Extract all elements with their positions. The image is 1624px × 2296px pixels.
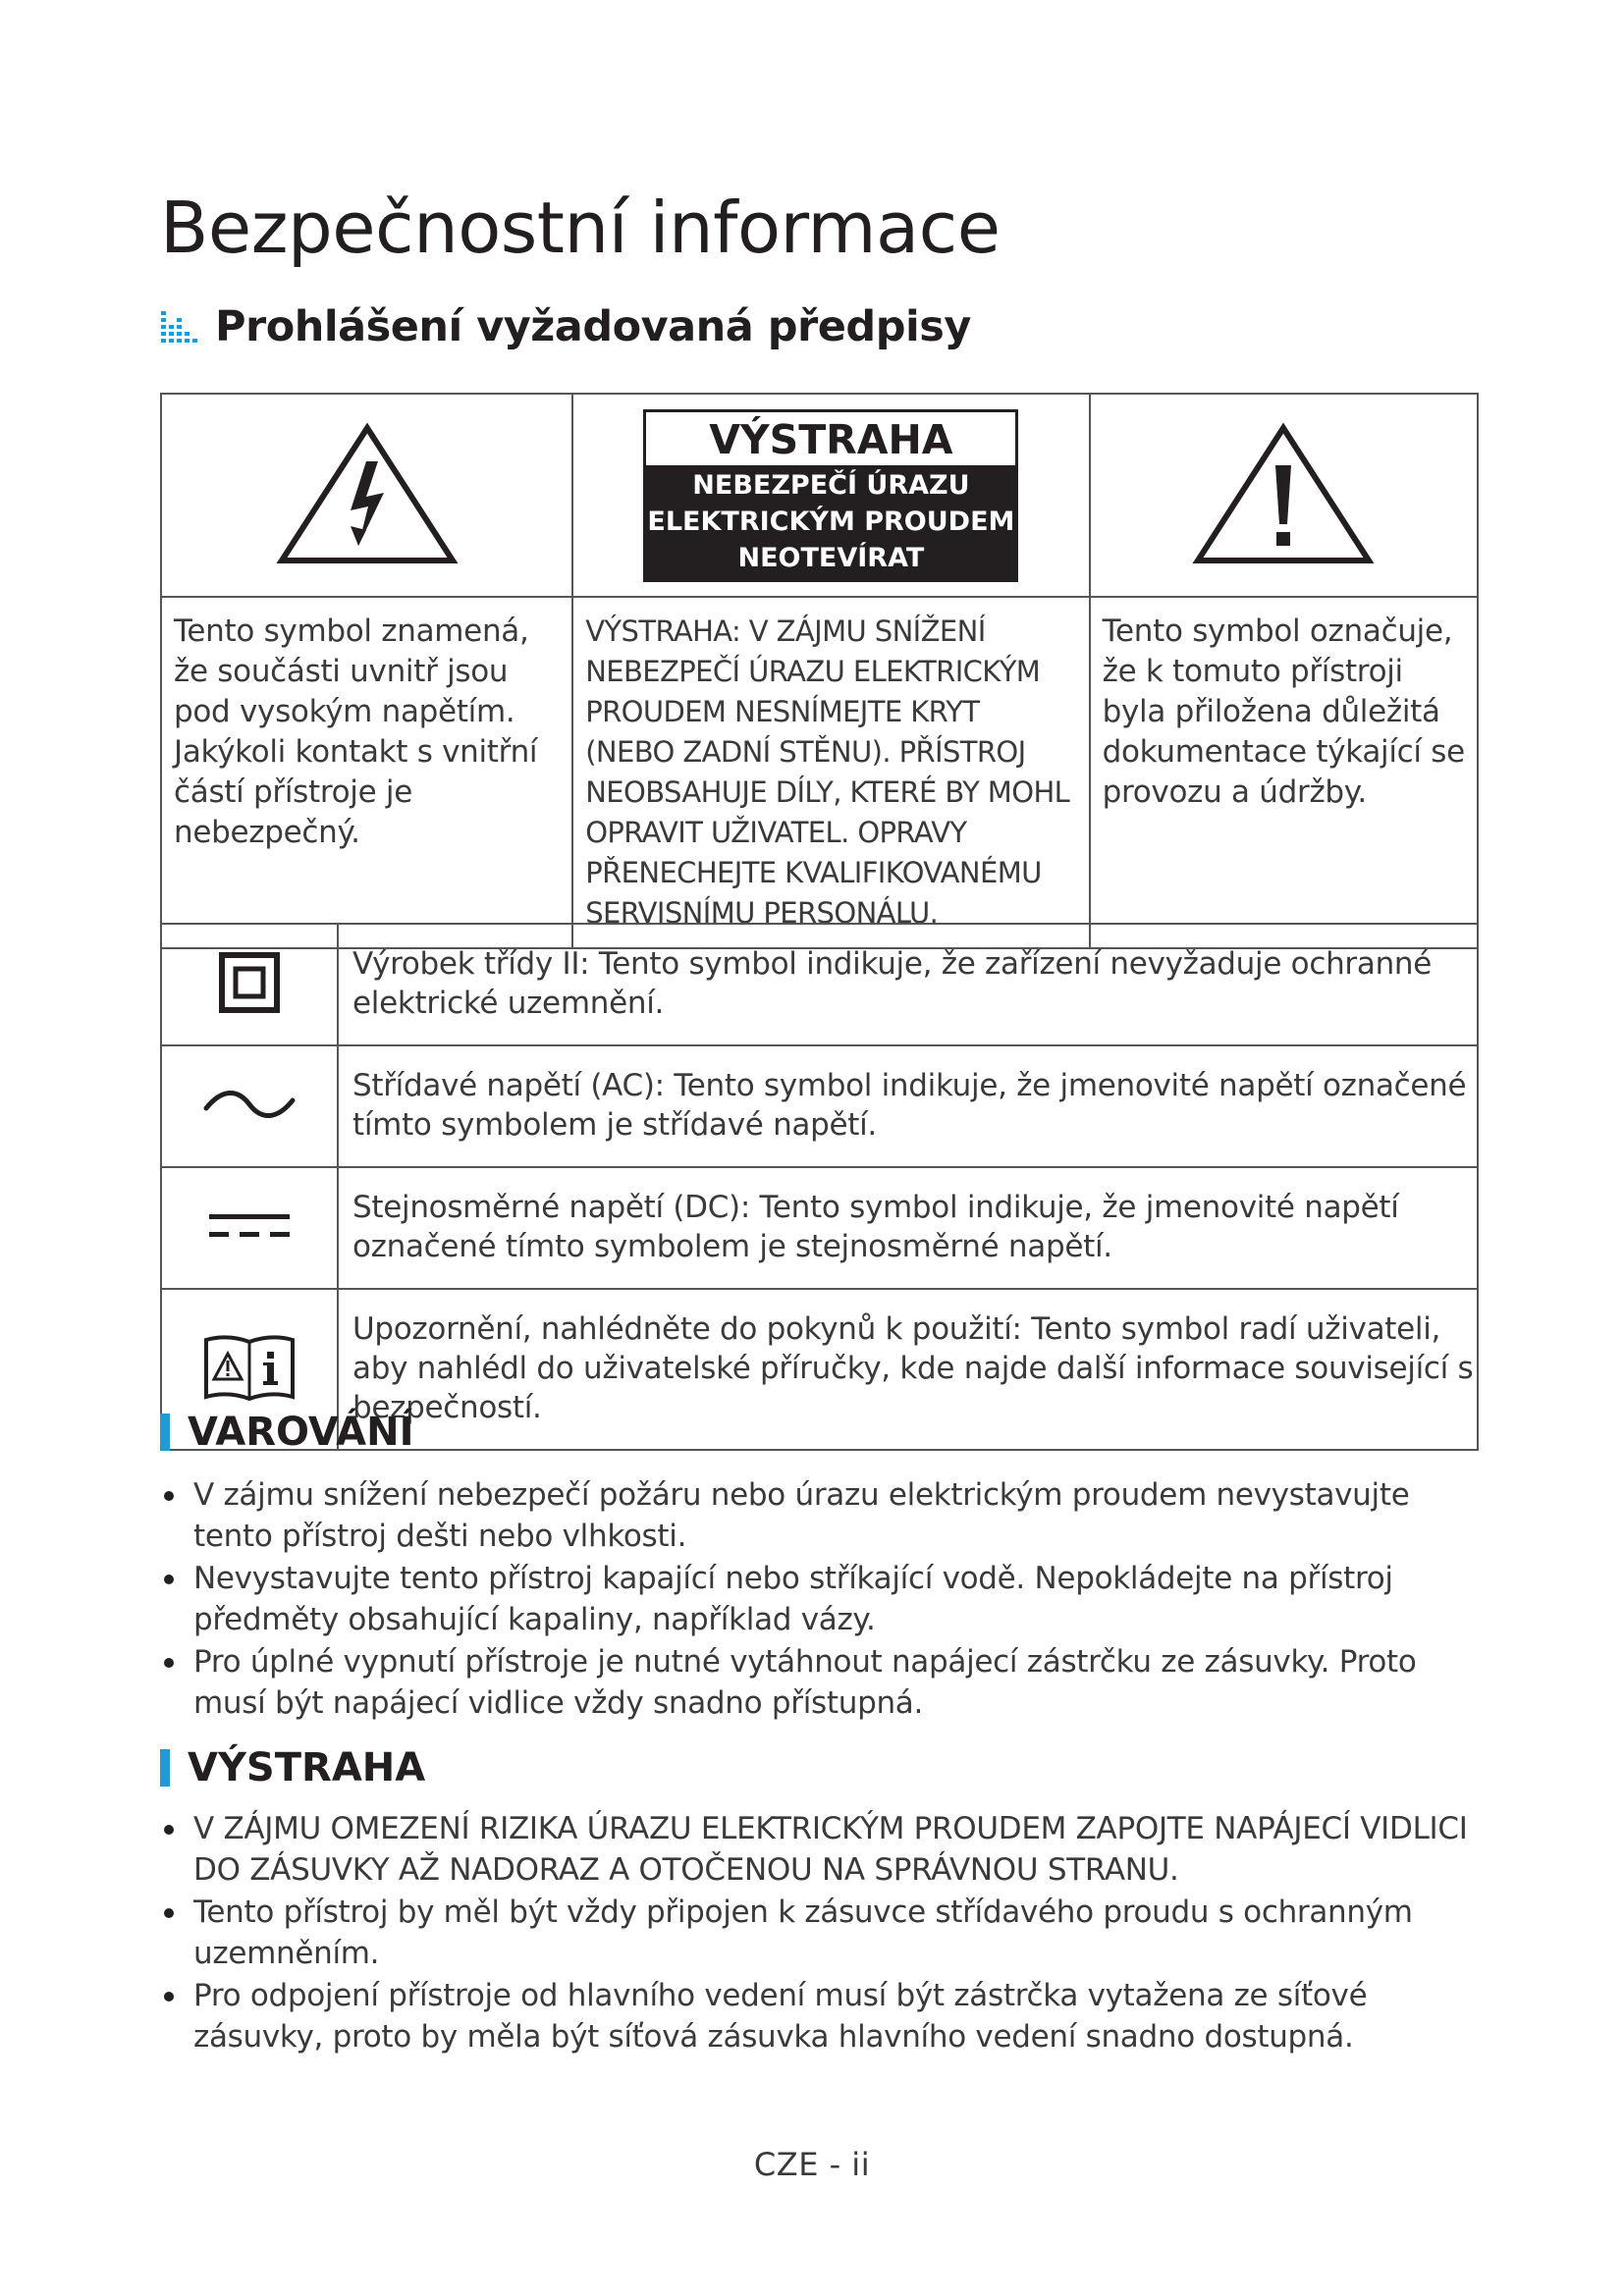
symbol-description: Upozornění, nahlédněte do pokynů k použití: Tento symbol radí uživateli, aby nahlédl do uživatelské příručky, kde najde další informace související s bezpečností. xyxy=(338,1289,1478,1450)
varovani-list xyxy=(160,1474,1495,1725)
exclamation-warning-icon xyxy=(1192,420,1375,567)
list-item: V ZÁJMU OMEZENÍ RIZIKA ÚRAZU ELEKTRICKÝM PROUDEM ZAPOJTE NAPÁJECÍ VIDLICI DO ZÁSUVKY AŽ NADORAZ A OTOČENOU NA SPRÁVNOU STRANU. xyxy=(160,1808,1495,1891)
warning-label xyxy=(643,409,1018,582)
accent-bar xyxy=(160,1414,170,1451)
section-heading xyxy=(160,302,971,351)
table-row xyxy=(161,924,1478,1045)
warning-description: VÝSTRAHA: V ZÁJMU SNÍŽENÍ NEBEZPEČÍ ÚRAZU ELEKTRICKÝM PROUDEM NESNÍMEJTE KRYT (NEBO ZADNÍ STĚNU). PŘÍSTROJ NEOBSAHUJE DÍLY, KTERÉ BY MOHL OPRAVIT UŽIVATEL. OPRAVY PŘENECHEJTE KVALIFIKOVANÉMU SERVISNÍMU PERSONÁLU. xyxy=(572,597,1089,948)
bullet-icon xyxy=(164,1658,174,1668)
bullet-icon xyxy=(164,1575,174,1584)
dc-voltage-icon xyxy=(207,1211,292,1241)
bullet-icon xyxy=(164,1825,174,1835)
vystraha-heading xyxy=(160,1745,425,1790)
class-ii-icon xyxy=(219,952,280,1013)
list-item: Pro odpojení přístroje od hlavního vedení musí být zástrčka vytažena ze síťové zásuvky, proto by měla být síťová zásuvka hlavního vedení snadno dostupná. xyxy=(160,1975,1495,2057)
lightning-symbol-cell xyxy=(161,394,572,597)
lightning-description: Tento symbol znamená, že součásti uvnitř jsou pod vysokým napětím. Jakýkoli kontakt s vnitřní částí přístroje je nebezpečný. xyxy=(161,597,572,948)
section-heading-text: Prohlášení vyžadovaná předpisy xyxy=(215,302,971,351)
accent-bar xyxy=(160,1749,170,1787)
symbol-description: Výrobek třídy II: Tento symbol indikuje, že zařízení nevyžaduje ochranné elektrické uzemnění. xyxy=(338,924,1478,1045)
symbol-cell xyxy=(161,1045,338,1167)
warning-symbols-table xyxy=(160,393,1479,949)
list-item: Tento přístroj by měl být vždy připojen k zásuvce střídavého proudu s ochranným uzemněním. xyxy=(160,1892,1495,1974)
consult-instructions-icon xyxy=(202,1332,297,1403)
varovani-heading-text: VAROVÁNÍ xyxy=(188,1410,414,1455)
warning-label-line: NEOTEVÍRAT xyxy=(737,542,925,573)
warning-label-line: ELEKTRICKÝM PROUDEM xyxy=(647,506,1015,537)
exclamation-symbol-cell xyxy=(1090,394,1478,597)
electrical-symbols-table xyxy=(160,923,1479,1451)
symbol-cell xyxy=(161,924,338,1045)
list-item: Nevystavujte tento přístroj kapající nebo stříkající vodě. Nepokládejte na přístroj předměty obsahující kapaliny, například vázy. xyxy=(160,1558,1495,1640)
varovani-heading xyxy=(160,1410,414,1455)
bullet-icon xyxy=(164,1908,174,1918)
vystraha-list xyxy=(160,1808,1495,2058)
vystraha-heading-text: VÝSTRAHA xyxy=(188,1745,426,1790)
equalizer-bars-icon xyxy=(160,307,199,347)
warning-label-title: VÝSTRAHA xyxy=(709,415,953,463)
list-item: Pro úplné vypnutí přístroje je nutné vytáhnout napájecí zástrčku ze zásuvky. Proto musí být napájecí vidlice vždy snadno přístupná. xyxy=(160,1641,1495,1724)
symbol-cell xyxy=(161,1167,338,1289)
symbol-description: Stejnosměrné napětí (DC): Tento symbol indikuje, že jmenovité napětí označené tímto symbolem je stejnosměrné napětí. xyxy=(338,1167,1478,1289)
bullet-icon xyxy=(164,1992,174,2002)
lightning-warning-icon xyxy=(276,420,459,567)
table-row xyxy=(161,1045,1478,1167)
table-row xyxy=(161,1167,1478,1289)
warning-label-line: NEBEZPEČÍ ÚRAZU xyxy=(692,469,970,501)
exclamation-description: Tento symbol označuje, že k tomuto přístroji byla přiložena důležitá dokumentace týkající se provozu a údržby. xyxy=(1090,597,1478,948)
page-title: Bezpečnostní informace xyxy=(160,187,1001,269)
ac-voltage-icon xyxy=(202,1085,297,1124)
symbol-description: Střídavé napětí (AC): Tento symbol indikuje, že jmenovité napětí označené tímto symbolem je střídavé napětí. xyxy=(338,1045,1478,1167)
bullet-icon xyxy=(164,1491,174,1501)
page-number: CZE - ii xyxy=(753,2146,871,2183)
warning-label-cell xyxy=(572,394,1089,597)
list-item: V zájmu snížení nebezpečí požáru nebo úrazu elektrickým proudem nevystavujte tento přístroj dešti nebo vlhkosti. xyxy=(160,1474,1495,1557)
